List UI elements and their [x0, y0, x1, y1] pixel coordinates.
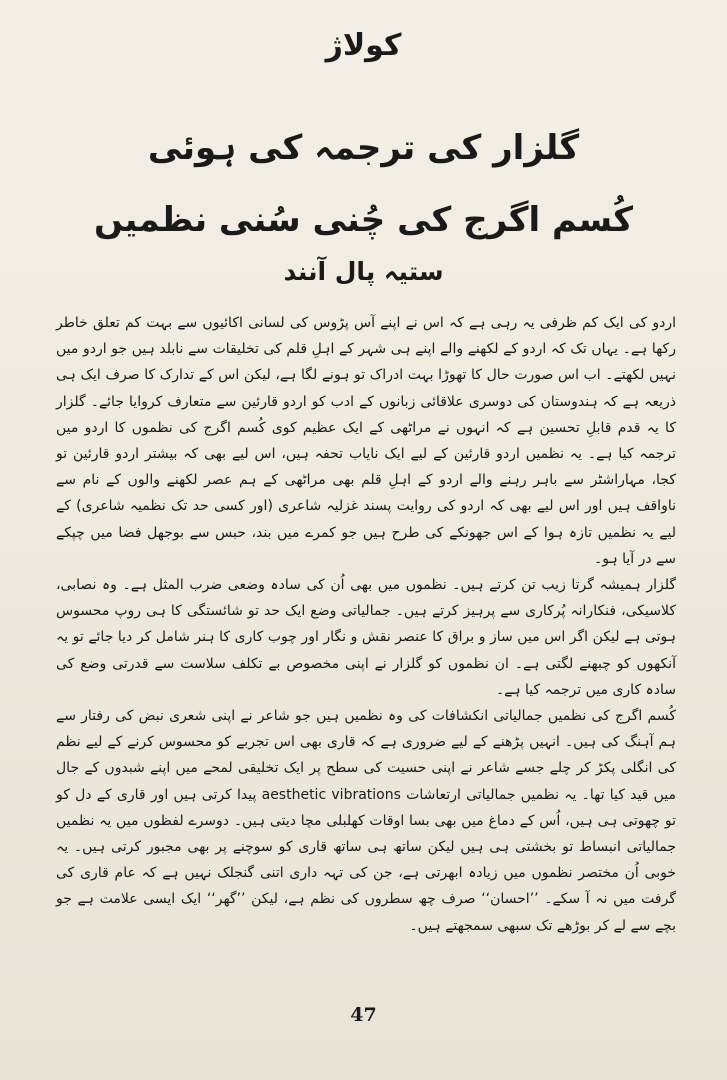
paragraph-2: گلزار ہمیشہ گرتا زیب تن کرتے ہیں۔ نظموں میں بھی اُن کی سادہ وضعی ضرب المثل ہے۔ وہ نصابی، کلاسیکی، فنکارانہ پُرکاری سے پرہیز کرتے ہیں۔ جمالیاتی وضع ایک حد تو شائستگی کا ہی روپ محسوس ہوتی ہے لیکن اگر اس میں ساز و براق کا عنصر نقش و نگار اور چوب کاری کا ہنر شامل کر دیا جائے تو یہ آنکھوں کو چبھنے لگتی ہے۔ ان نظموں کو گلزار نے اپنی مخصوص بے تکلف سلاست سے قدرتی وضع کی سادہ کاری میں ترجمہ کیا ہے۔: [56, 577, 676, 698]
paragraph-1: اردو کی ایک کم ظرفی یہ رہی ہے کہ اس نے اپنے آس پڑوس کی لسانی اکائیوں سے بہت کم تعلق خاطر رکھا ہے۔ یہاں تک کہ اردو کے لکھنے والے اپنے ہی شہر کے اہلِ قلم کی تخلیقات سے نابلد ہیں جو اردو میں نہیں لکھتے۔ اب اس صورت حال کا تھوڑا بہت ادراک تو ہونے لگا ہے، لیکن اس کے تدارک کا صرف ایک ہی ذریعہ ہے کہ ہندوستان کی دوسری علاقائی زبانوں کے ادب کو اردو قارئین سے متعارف کروایا جائے۔ گلزار کا یہ قدم قابلِ تحسین ہے کہ انہوں نے مراٹھی کے ایک عظیم کوی کُسم اگرج کی نظموں کا اردو میں ترجمہ کیا ہے۔ یہ نظمیں اردو قارئین کے لیے ایک نایاب تحفہ ہیں، اس لیے بھی کہ بیشتر اردو قارئین تو کجا، مہاراشٹر سے باہر رہنے والے اردو کے اہلِ قلم بھی مراٹھی کے ہم عصر لکھنے والوں کے نام سے ناواقف ہیں اور اس لیے بھی کہ اردو کی روایت پسند غزلیہ شاعری (اور کسی حد تک نظمیہ شاعری) کے لیے یہ نظمیں تازہ ہوا کے اس جھونکے کی طرح ہیں جو کمرے میں بند، حبس سے بوجھل فضا میں چپکے سے در آیا ہو۔: [56, 315, 676, 567]
title-line-2: کُسم اگرج کی چُنی سُنی نظمیں: [93, 200, 634, 240]
section-heading: کولاژ: [325, 28, 402, 63]
page-number: 47: [350, 1004, 377, 1026]
author-name: ستیہ پال آنند: [283, 257, 444, 286]
article-body: [56, 310, 676, 939]
paragraph-3: کُسم اگرج کی نظمیں جمالیاتی انکشافات کی وہ نظمیں ہیں جو شاعر نے اپنی شعری نبض کی رفتار سے ہم آہنگ کی ہیں۔ انہیں پڑھنے کے لیے ضروری ہے کہ قاری بھی اس تجربے کو محسوس کرنے کے لیے نظم کی انگلی پکڑ کر چلے جسے شاعر نے اپنی حسیت کی سطح پر ایک تخلیقی لمحے میں اپنے شبدوں کے جال میں قید کیا تھا۔ یہ نظمیں جمالیاتی ارتعاشات aesthetic vibrations پیدا کرتی ہیں اور قاری کے دل کو تو چھوتی ہی ہیں، اُس کے دماغ میں بھی بسا اوقات کھلبلی مچا دیتی ہیں۔ دوسرے لفظوں میں یہ نظمیں جمالیاتی انبساط تو بخشتی ہی ہیں لیکن ساتھ ہی ساتھ قاری کو سوچنے پر بھی مجبور کرتی ہیں۔ یہ خوبی اُن مختصر نظموں میں زیادہ ابھرتی ہے، جن کی تہہ داری اتنی گنجلک نہیں ہے کہ عام قاری کی گرفت میں نہ آ سکے۔ ’’احسان‘‘ صرف چھ سطروں کی نظم ہے، لیکن ’’گھر‘‘ ایک ایسی علامت ہے جو بچے سے لے کر بوڑھے تک سبھی سمجھتے ہیں۔: [56, 708, 676, 934]
title-line-1: گلزار کی ترجمہ کی ہوئی: [147, 128, 580, 168]
